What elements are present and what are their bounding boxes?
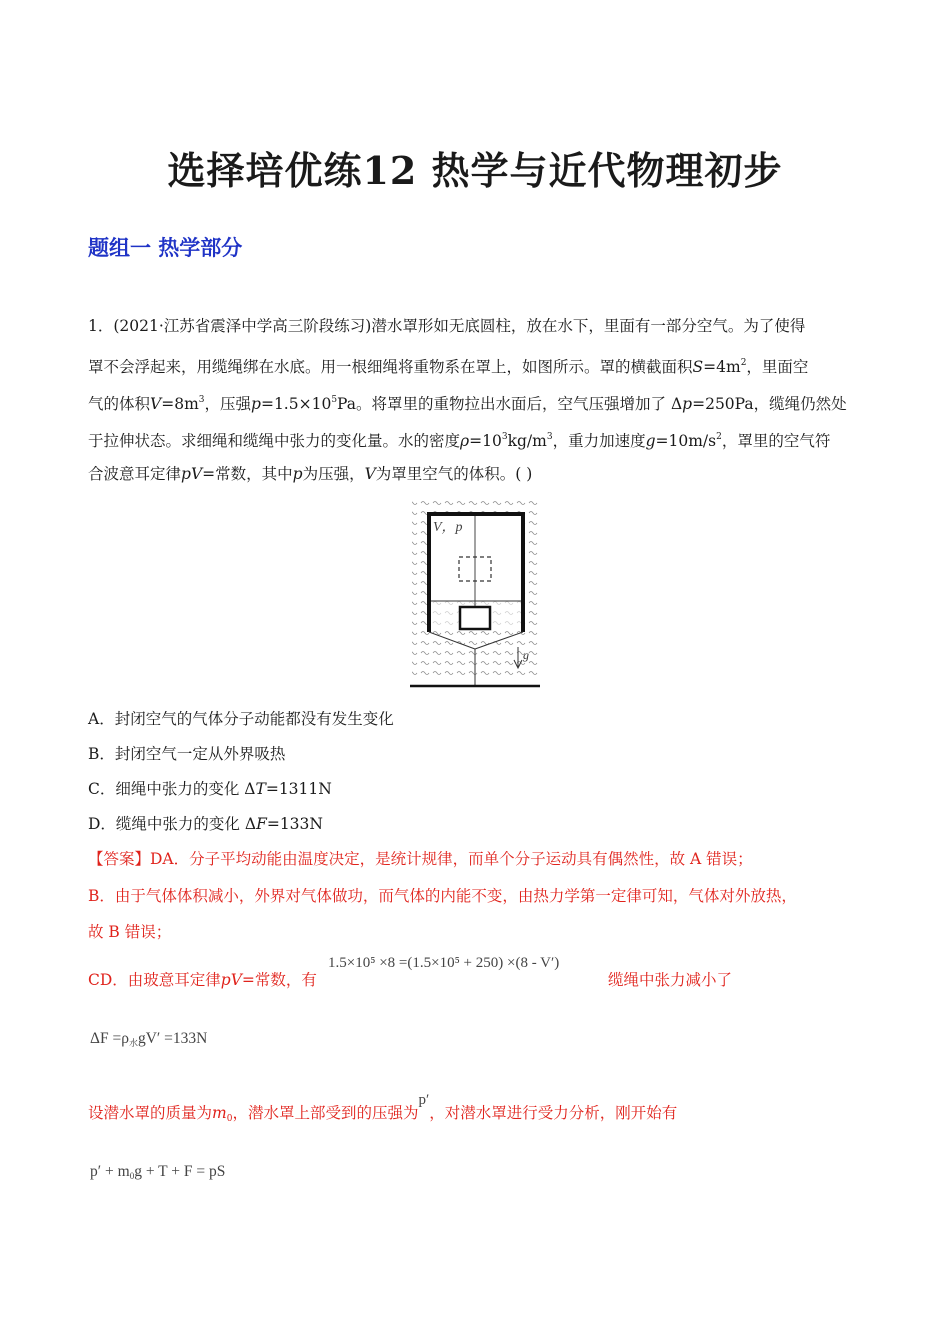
question-line-1: 1．(2021·江苏省震泽中学高三阶段练习)潜水罩形如无底圆柱，放在水下，里面有一部分空气。为了使得: [88, 317, 806, 335]
gravity-label: g: [523, 648, 529, 662]
weight-block: [460, 607, 490, 629]
diving-bell-diagram: [408, 497, 542, 690]
question-line-3: 气的体积$V=8m^3$，压强$p=1.5\times 10^5Pa$。将罩里的重物拉出水面后，空气压强增加了 Δp=250Pa，缆绳仍然处: [88, 395, 847, 413]
answer-line-5: 设潜水罩的质量为$m_0$，潜水罩上部受到的压强为p′，对潜水罩进行受力分析，刚开始有: [88, 1092, 678, 1124]
diving-bell-figure: [408, 497, 542, 694]
answer-line-4: CD．由玻意耳定律pV=常数，有: [88, 971, 317, 989]
option-c: C．细绳中张力的变化 ΔT=1311N: [88, 780, 332, 798]
answer-line-4-tail: 缆绳中张力减小了: [608, 971, 733, 989]
option-d: D．缆绳中张力的变化 ΔF=133N: [88, 815, 323, 833]
page-title: 选择培优练12 热学与近代物理初步: [167, 148, 783, 193]
question-line-4: 于拉伸状态。求细绳和缆绳中张力的变化量。水的密度$\rho=10^3kg/m^3$，重力加速度$g=10m/s^2$，罩里的空气符: [88, 432, 831, 450]
section-heading: 题组一 热学部分: [88, 236, 243, 260]
equation-delta-f: $\Delta F =\rho_水gV' =133N$: [90, 1030, 208, 1048]
question-line-2: 罩不会浮起来，用缆绳绑在水底。用一根细绳将重物系在罩上，如图所示。罩的横截面积$S=4m^2$，里面空: [88, 358, 809, 376]
answer-line-1: 【答案】DA．分子平均动能由温度决定，是统计规律，而单个分子运动具有偶然性，故 A 错误；: [88, 850, 753, 868]
option-b: B．封闭空气一定从外界吸热: [88, 745, 286, 763]
equation-boyle: 1.5×10⁵ ×8 =(1.5×10⁵ + 250) ×(8 - V′): [328, 955, 560, 971]
answer-line-2: B．由于气体体积减小，外界对气体做功，而气体的内能不变，由热力学第一定律可知，气体对外放热，: [88, 887, 797, 905]
answer-line-3: 故 B 错误；: [88, 923, 172, 941]
equation-force-balance: $p' + m_0g + T + F$ = pS: [90, 1163, 226, 1181]
question-line-5: 合波意耳定律pV=常数，其中p为压强，V为罩里空气的体积。( ): [88, 465, 533, 483]
vp-label: V，p: [433, 520, 463, 535]
option-a: A．封闭空气的气体分子动能都没有发生变化: [88, 710, 394, 728]
